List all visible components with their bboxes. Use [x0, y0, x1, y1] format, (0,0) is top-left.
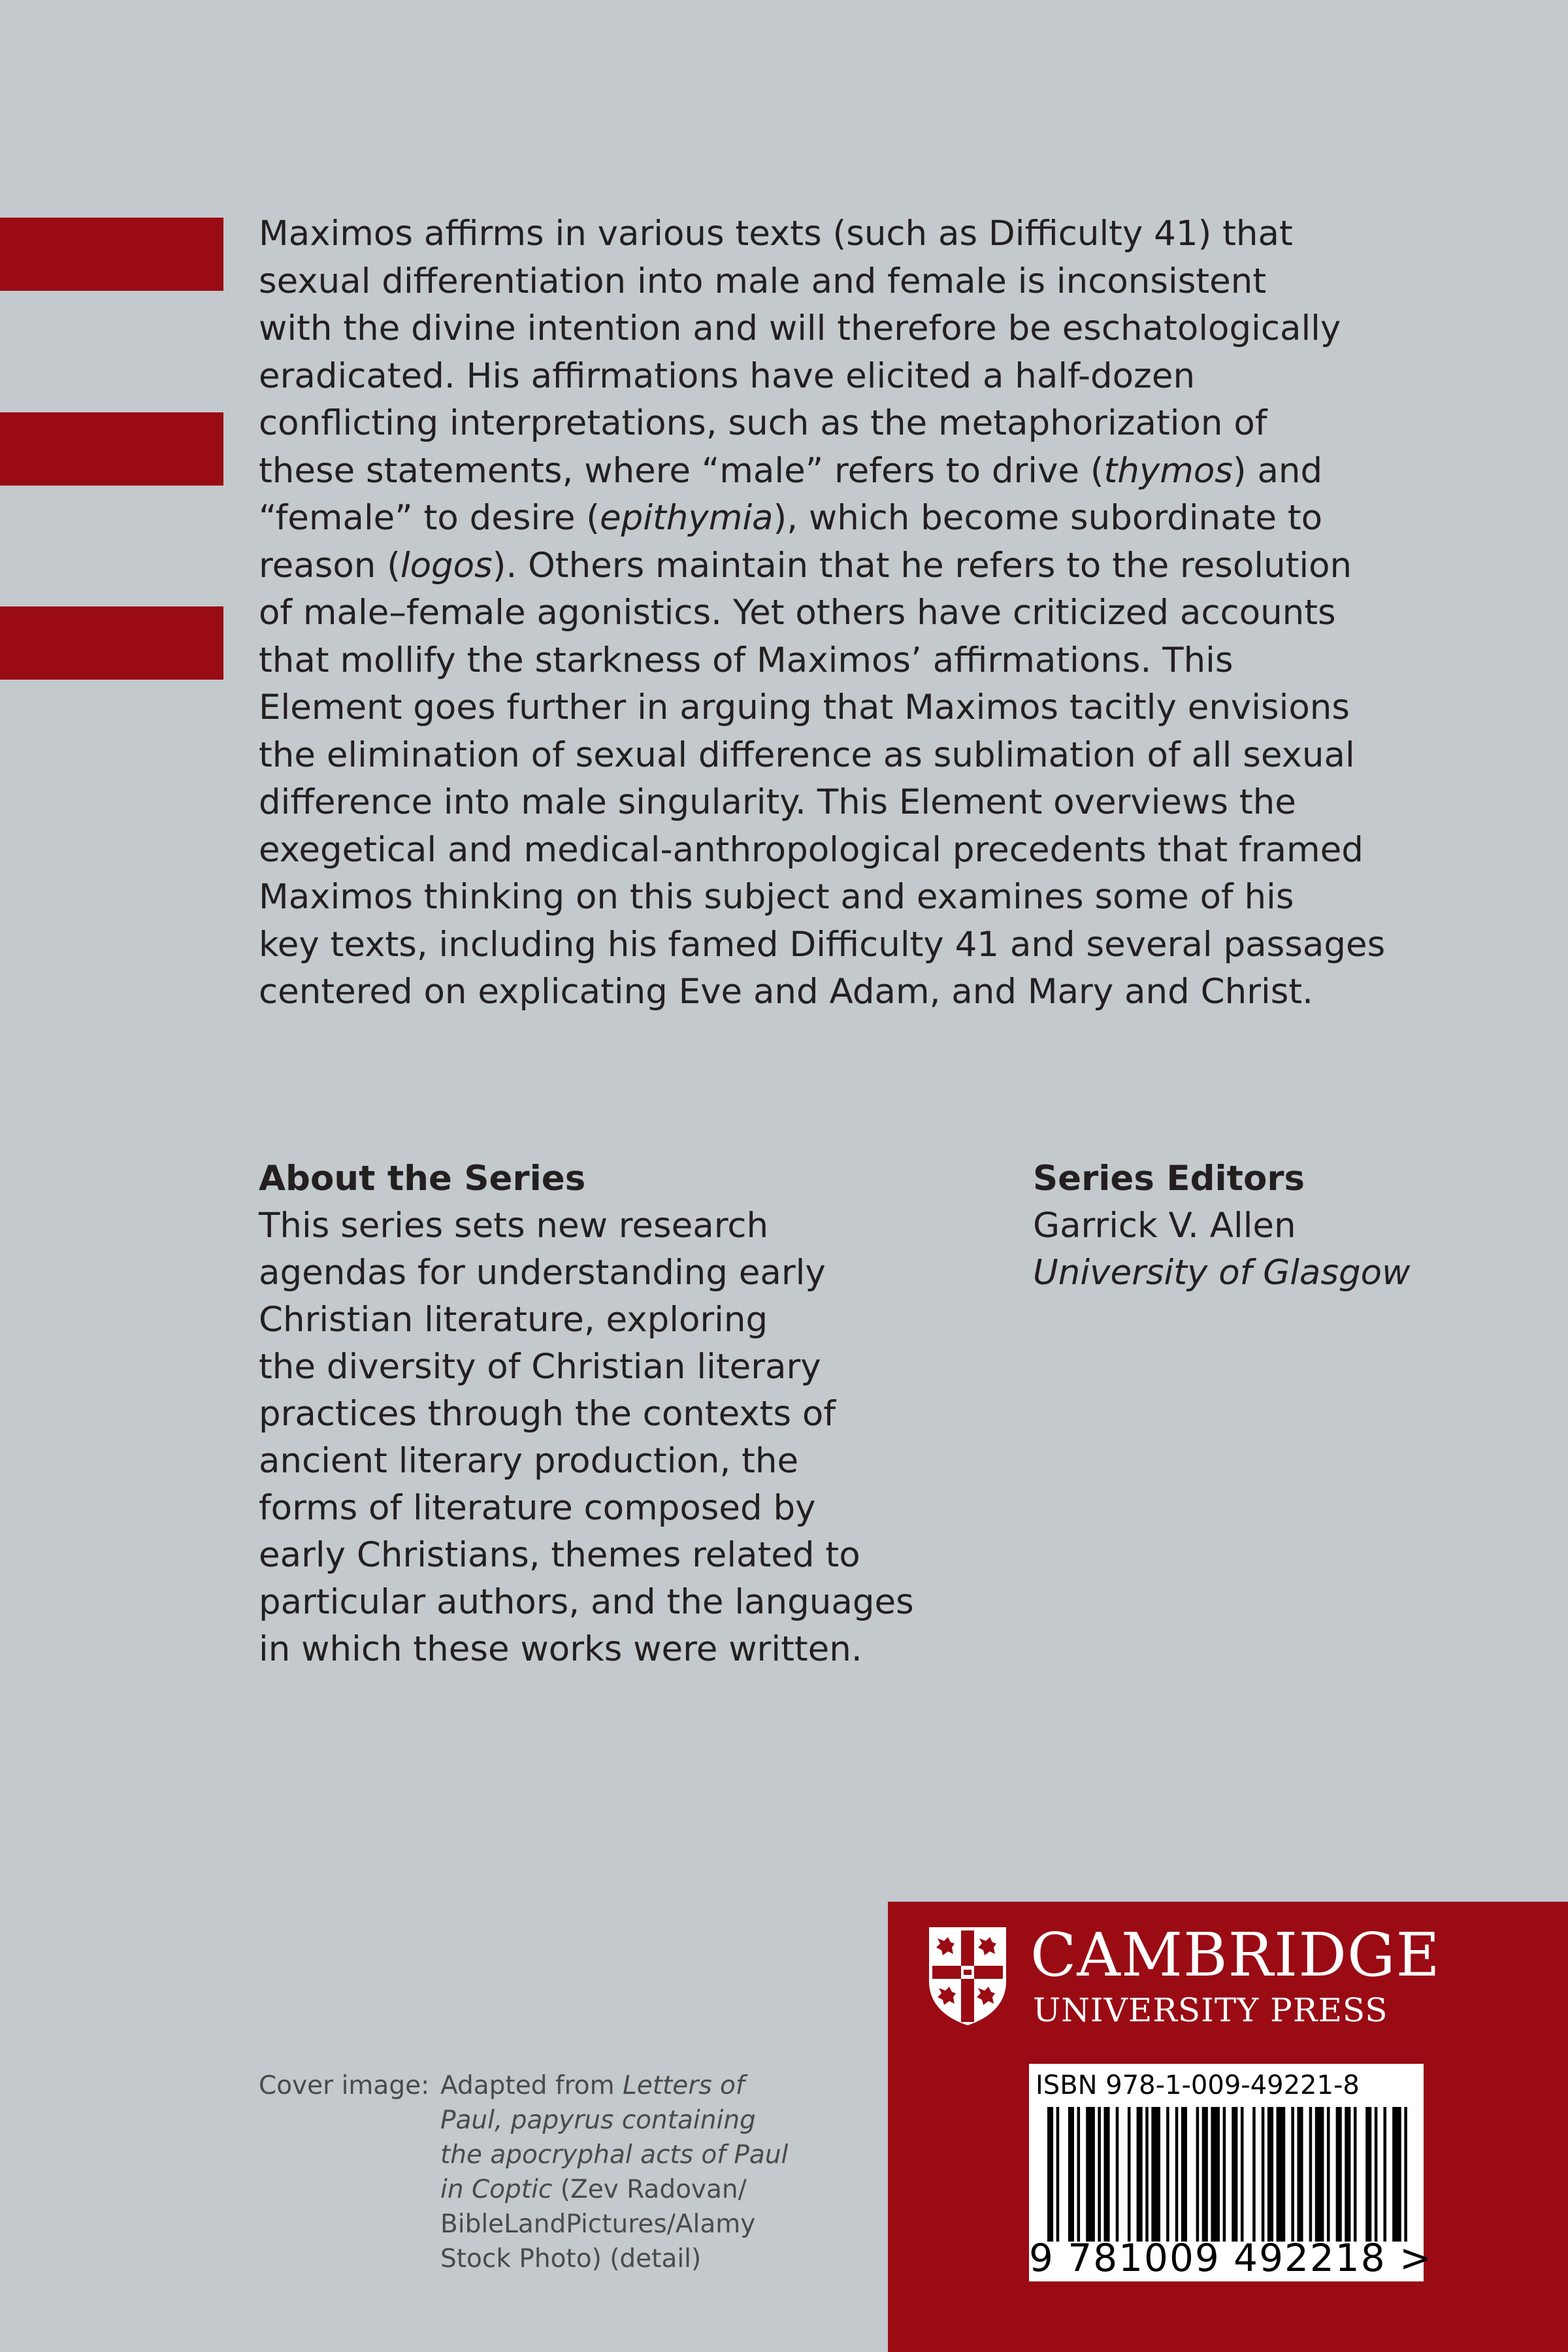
- description-line: key texts, including his famed Difficulty 41 and several passages: [259, 924, 1386, 965]
- description-line: the elimination of sexual difference as sublimation of all sexual: [259, 735, 1355, 775]
- about-series-heading: About the Series: [259, 1159, 586, 1199]
- about-line: agendas for understanding early: [259, 1253, 826, 1293]
- credit-row: [259, 2103, 847, 2138]
- isbn-text: ISBN 978-1-009-49221-8: [1036, 2070, 1360, 2100]
- barcode-stripe: [1137, 2107, 1143, 2242]
- barcode-stripe: [1086, 2107, 1095, 2242]
- credit-text: Stock Photo) (detail): [440, 2244, 702, 2274]
- description-line: conflicting interpretations, such as the metaphorization of: [259, 403, 1267, 443]
- barcode-stripe: [1291, 2107, 1294, 2242]
- barcode-stripe: [1277, 2107, 1286, 2242]
- description-line: eradicated. His affirmations have elicited a half-dozen: [259, 356, 1196, 396]
- editor-affiliation: University of Glasgow: [1033, 1253, 1411, 1293]
- description-line: Maximos affirms in various texts (such as Difficulty 41) that: [259, 214, 1293, 254]
- italic-term: epithymia: [599, 498, 774, 538]
- barcode-stripe: [1327, 2107, 1330, 2242]
- about-line: This series sets new research: [259, 1206, 769, 1246]
- italic-term: logos: [400, 545, 493, 586]
- barcode-stripe: [1345, 2107, 1350, 2242]
- decorative-red-bar: [0, 606, 223, 680]
- credit-row: [259, 2068, 847, 2103]
- about-line: in which these works were written.: [259, 1629, 862, 1669]
- barcode-stripe: [1175, 2107, 1179, 2242]
- barcode-stripe: [1252, 2107, 1256, 2242]
- barcode-stripe: [1392, 2107, 1401, 2242]
- barcode-icon: [1047, 2107, 1413, 2242]
- credit-text: [440, 2068, 806, 2103]
- decorative-red-bar: [0, 218, 223, 291]
- description-line: Element goes further in arguing that Maximos tacitly envisions: [259, 687, 1350, 727]
- credit-row: [259, 2242, 847, 2276]
- about-line: ancient literary production, the: [259, 1441, 799, 1481]
- barcode-stripe: [1104, 2107, 1110, 2242]
- about-line: practices through the contexts of: [259, 1394, 836, 1434]
- italic-term: thymos: [1103, 450, 1233, 491]
- barcode-stripe: [1077, 2107, 1081, 2242]
- barcode-stripe: [1315, 2107, 1324, 2242]
- about-line: Christian literature, exploring: [259, 1300, 768, 1340]
- publisher-name: CAMBRIDGE: [1030, 1920, 1441, 1990]
- description-line: with the divine intention and will therefore be eschatologically: [259, 308, 1341, 348]
- italic-title: Letters of: [623, 2071, 745, 2100]
- barcode-stripe: [1223, 2107, 1226, 2242]
- description-line: of male–female agonistics. Yet others have criticized accounts: [259, 593, 1336, 633]
- description-line: that mollify the starkness of Maximos’ affirmations. This: [259, 640, 1233, 680]
- isbn-barcode: [1029, 2064, 1433, 2281]
- text-run: ). Others maintain that he refers to the resolution: [492, 545, 1352, 586]
- credit-text: BibleLandPictures/Alamy: [440, 2210, 756, 2239]
- text-run: “female” to desire (: [259, 498, 600, 538]
- barcode-stripe: [1375, 2107, 1378, 2242]
- text-run: Adapted from: [440, 2071, 623, 2100]
- description-line: [259, 542, 1435, 590]
- barcode-stripe: [1262, 2107, 1265, 2242]
- ean-number: 9 781009 492218 >: [1029, 2236, 1433, 2280]
- barcode-stripe: [1128, 2107, 1131, 2242]
- barcode-stripe: [1383, 2107, 1386, 2242]
- about-line: particular authors, and the languages: [259, 1582, 914, 1622]
- series-editors-heading: Series Editors: [1033, 1159, 1305, 1199]
- barcode-stripe: [1241, 2107, 1244, 2242]
- barcode-stripe: [1211, 2107, 1220, 2242]
- series-editors-section: [1033, 1155, 1529, 1297]
- text-run: ) and: [1232, 450, 1323, 491]
- about-line: the diversity of Christian literary: [259, 1347, 821, 1387]
- barcode-stripe: [1365, 2107, 1371, 2242]
- barcode-stripe: [1166, 2107, 1169, 2242]
- description-line: centered on explicating Eve and Adam, and Mary and Christ.: [259, 972, 1313, 1012]
- decorative-red-bar: [0, 412, 223, 486]
- description-line: [259, 448, 1435, 495]
- publisher-subname: UNIVERSITY PRESS: [1033, 1991, 1388, 2029]
- barcode-stripe: [1202, 2107, 1208, 2242]
- description-line: [259, 495, 1435, 542]
- barcode-stripe: [1098, 2107, 1101, 2242]
- cover-image-credit: [259, 2068, 847, 2276]
- barcode-stripe: [1354, 2107, 1357, 2242]
- text-run: these statements, where “male” refers to drive (: [259, 450, 1104, 491]
- about-line: early Christians, themes related to: [259, 1535, 860, 1575]
- description-line: sexual differentiation into male and female is inconsistent: [259, 261, 1267, 301]
- about-line: forms of literature composed by: [259, 1488, 816, 1528]
- barcode-stripe: [1145, 2107, 1149, 2242]
- credit-row: [259, 2138, 847, 2172]
- barcode-stripe: [1116, 2107, 1119, 2242]
- text-run: ), which become subordinate to: [773, 498, 1323, 538]
- university-crest-icon: [927, 1925, 1008, 2026]
- italic-title: in Coptic: [440, 2175, 553, 2204]
- editor-name: Garrick V. Allen: [1033, 1206, 1296, 1246]
- barcode-stripe: [1267, 2107, 1273, 2242]
- credit-row: [259, 2172, 847, 2207]
- barcode-stripe: [1297, 2107, 1303, 2242]
- barcode-stripe: [1404, 2107, 1407, 2242]
- description-line: difference into male singularity. This Element overviews the: [259, 782, 1296, 822]
- about-series-section: [259, 1155, 977, 1673]
- credit-text: [440, 2172, 806, 2207]
- barcode-stripe: [1336, 2107, 1342, 2242]
- italic-title: Paul, papyrus containing: [440, 2106, 756, 2135]
- barcode-stripe: [1151, 2107, 1160, 2242]
- barcode-stripe: [1232, 2107, 1237, 2242]
- barcode-stripe: [1196, 2107, 1200, 2242]
- text-run: (Zev Radovan/: [552, 2175, 747, 2204]
- barcode-stripe: [1309, 2107, 1313, 2242]
- barcode-stripe: [1181, 2107, 1187, 2242]
- credit-label: Cover image:: [259, 2071, 430, 2100]
- credit-row: [259, 2207, 847, 2242]
- text-run: reason (: [259, 545, 400, 586]
- barcode-stripe: [1047, 2107, 1053, 2242]
- book-description: [259, 210, 1435, 1016]
- barcode-stripe: [1056, 2107, 1060, 2242]
- barcode-stripe: [1068, 2107, 1074, 2242]
- description-line: exegetical and medical-anthropological precedents that framed: [259, 829, 1364, 870]
- description-line: Maximos thinking on this subject and examines some of his: [259, 877, 1294, 917]
- italic-title: the apocryphal acts of Paul: [440, 2140, 789, 2170]
